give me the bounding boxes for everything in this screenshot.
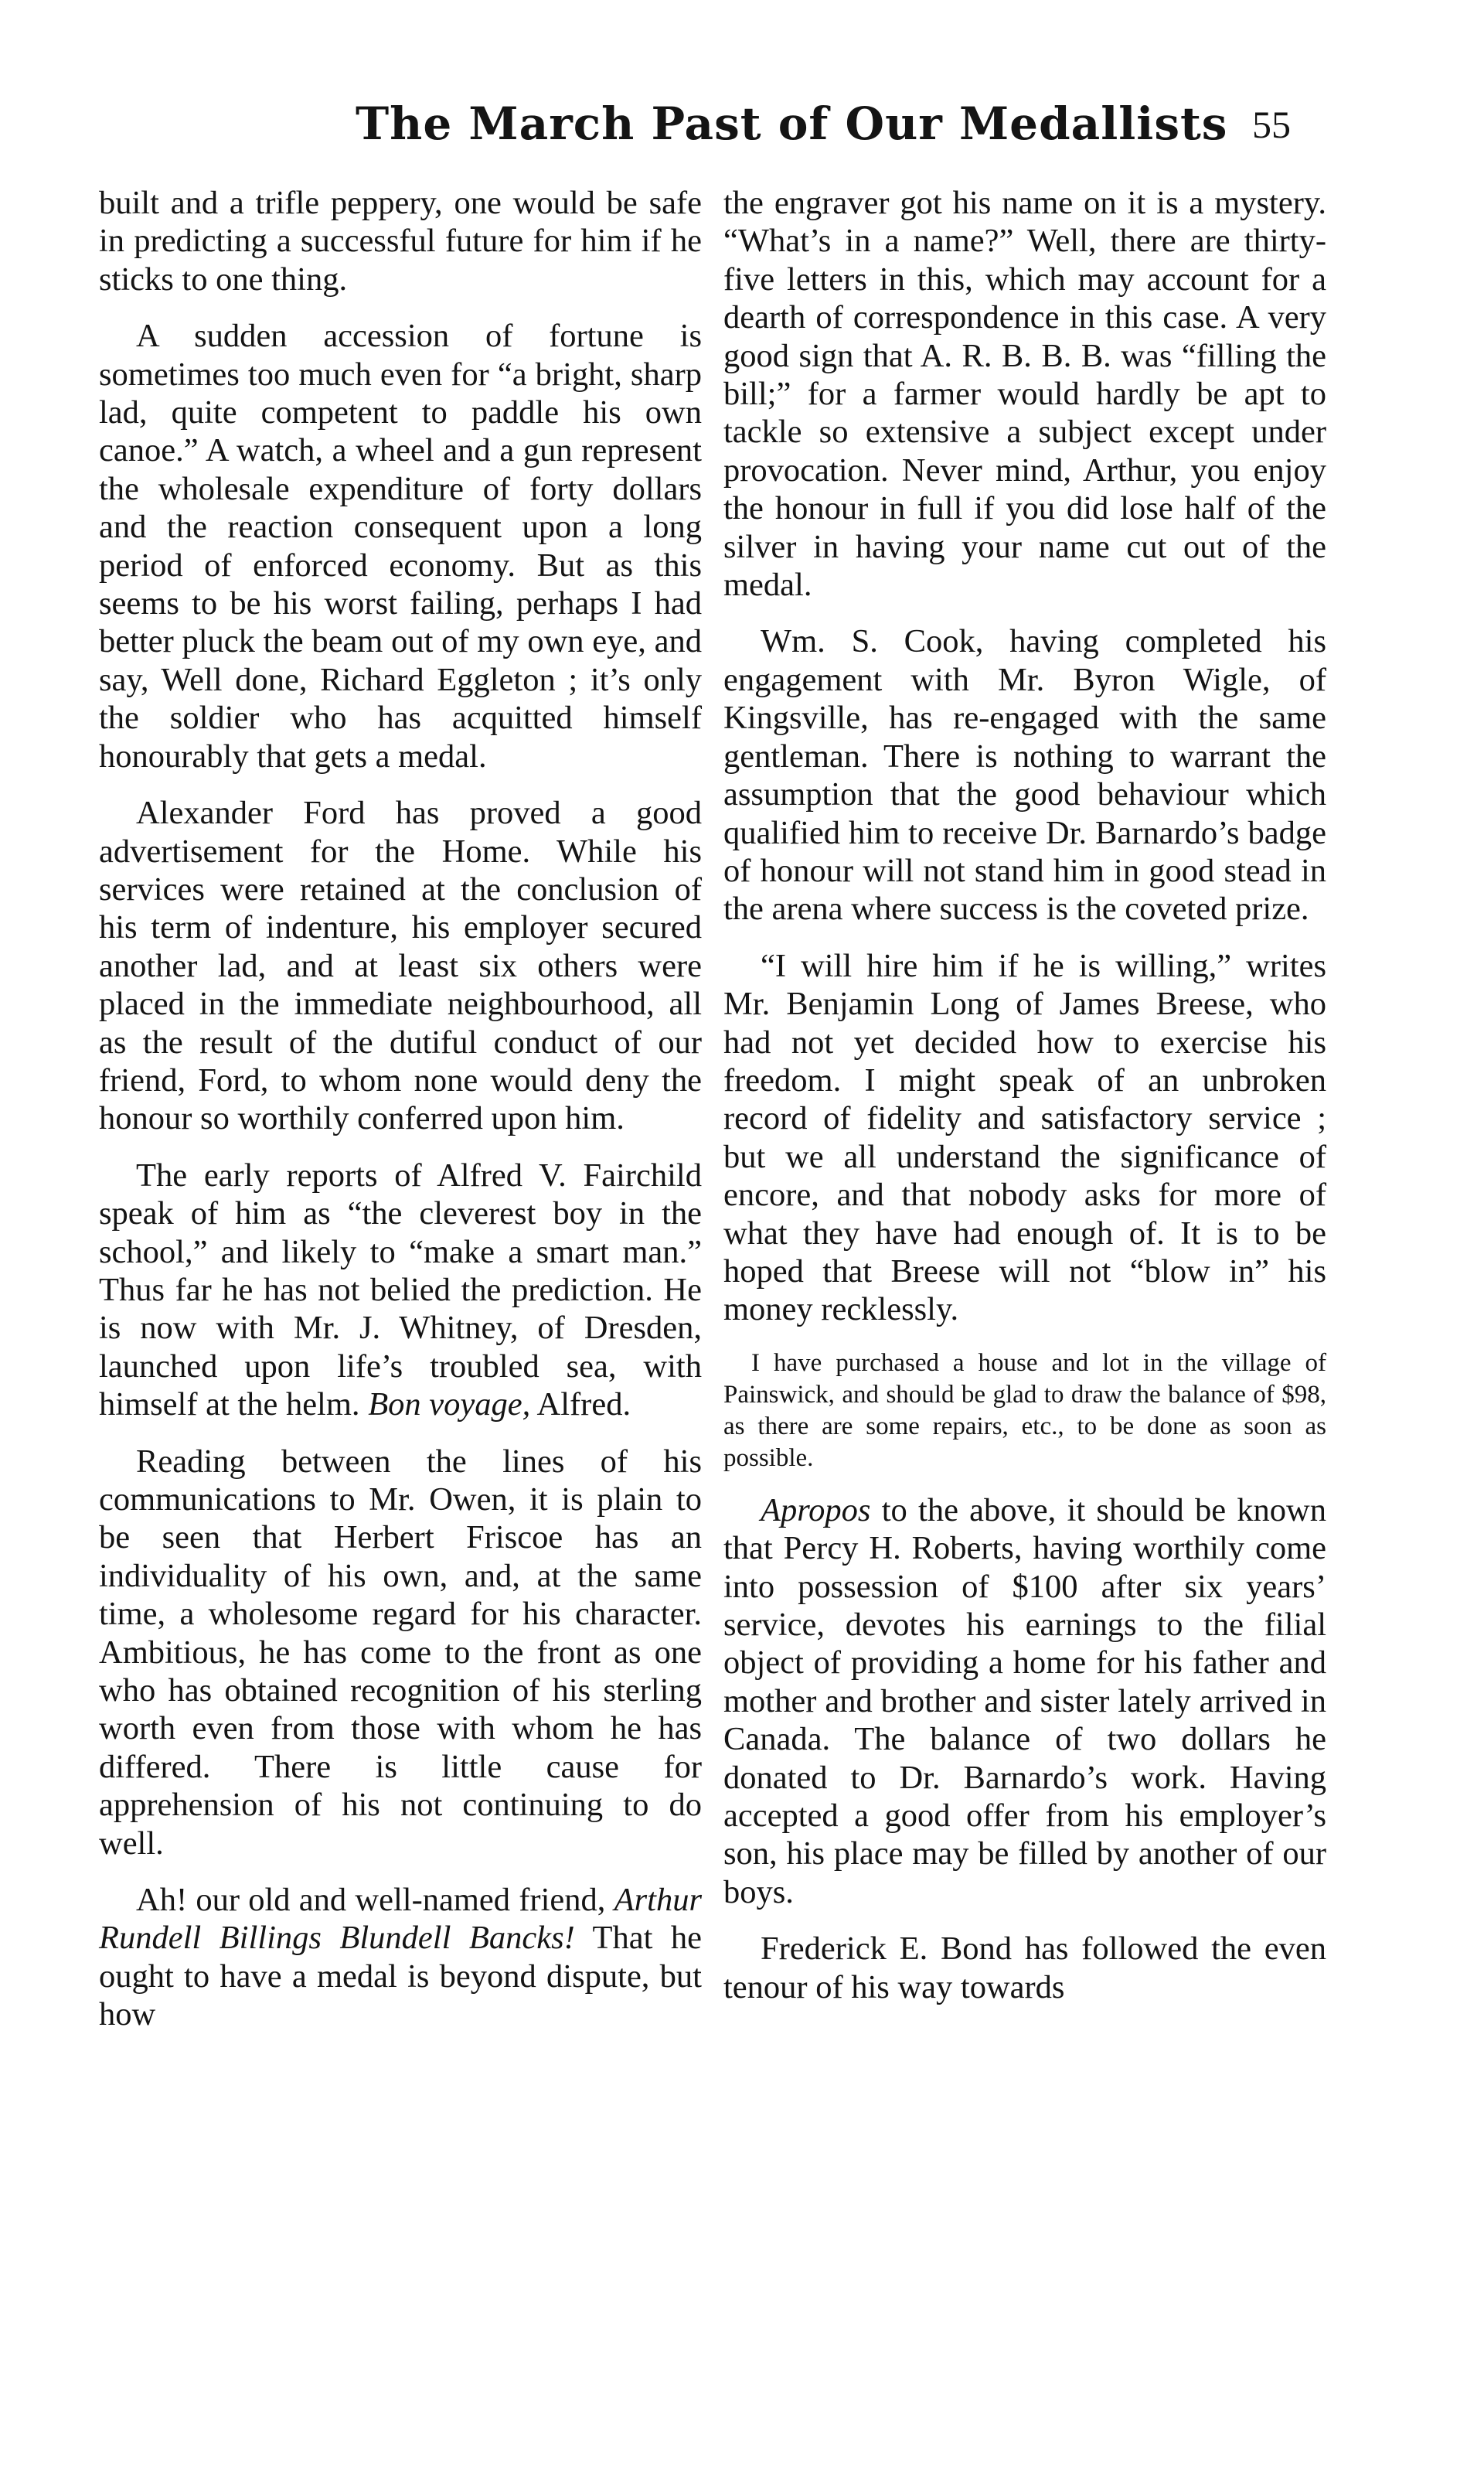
paragraph-fairchild (99, 1157, 702, 1424)
left-column (99, 184, 702, 2053)
paragraph-bond: Frederick E. Bond has followed the even tenour of his way towards (723, 1930, 1326, 2005)
paragraph-eggleton: A sudden accession of fortune is sometimes too much even for “a bright, sharp lad, quite competent to paddle his own canoe.” A watch, a wheel and a gun represent the wholesale expenditure of forty dollars and the reaction consequent upon a long period of enforced economy. But as this seems to be his worst failing, perhaps I had better pluck the beam out of my own eye, and say, Well done, Richard Eggleton ; it’s only the soldier who has acquitted himself honourably that gets a medal. (99, 318, 702, 775)
paragraph-roberts (723, 1491, 1326, 1911)
paragraph-eggleton-continued: built and a trifle peppery, one would be safe in predicting a successful future for him if he sticks to one thing. (99, 185, 702, 298)
letter-quote: I have purchased a house and lot in the village of Painswick, and should be glad to draw the balance of $98, as there are some repairs, etc., to be done as soon as possible. (723, 1348, 1326, 1472)
paragraph-bancks (99, 1881, 702, 2034)
paragraph-ford: Alexander Ford has proved a good advertisement for the Home. While his services were retained at the conclusion of his term of indenture, his employer secured another lad, and at least six others were placed in the immediate neighbourhood, all as the result of the dutiful conduct of our friend, Ford, to whom none would deny the honour so worthily conferred upon him. (99, 795, 702, 1137)
paragraph-fairchild-text: The early reports of Alfred V. Fairchild speak of him as “the cleverest boy in the school,” and likely to “make a smart man.” Thus far he has not belied the prediction. He is now with Mr. J. Whitney, of Dresden, launched upon life’s troubled sea, with himself at the helm. (99, 1157, 702, 1423)
paragraph-fairchild-end: Alfred. (536, 1386, 631, 1423)
paragraph-bancks-intro: Ah! our old and well-named friend, (136, 1882, 606, 1919)
right-column (723, 184, 1326, 2025)
running-head (93, 91, 1329, 161)
paragraph-cook: Wm. S. Cook, having completed his engagement with Mr. Byron Wigle, of Kingsville, has re-engaged with the same gentleman. There is nothing to warrant the assumption that the good behaviour which qualified him to receive Dr. Barnardo’s badge of honour will not stand him in good stead in the arena where success is the coveted prize. (723, 623, 1326, 928)
bon-voyage-italic: Bon voyage, (368, 1386, 531, 1423)
paragraph-roberts-text: to the above, it should be known that Percy H. Roberts, having worthily come into possession of $100 after six years’ service, devotes his earnings to the filial object of providing a home for his father and mother and brother and sister lately arrived in Canada. The balance of two dollars he donated to Dr. Barnardo’s work. Having accepted a good offer from his employer’s son, his place may be filled by another of our boys. (723, 1491, 1327, 1910)
bancks-name-italic: Arthur Rundell Billings Blundell Bancks! (99, 1882, 702, 1957)
page-number: 55 (1252, 103, 1291, 146)
paragraph-bancks-continued: the engraver got his name on it is a mystery. “What’s in a name?” Well, there are thirty-five letters in this, which may account for a dearth of correspondence in this case. A very good sign that A. R. B. B. B. was “filling the bill;” for a farmer would hardly be apt to tackle so extensive a subject except under provocation. Never mind, Arthur, you enjoy the honour in full if you did lose half of the silver in having your name cut out of the medal. (723, 185, 1326, 604)
paragraph-bancks-text: That he ought to have a medal is beyond dispute, but how (99, 1920, 703, 2033)
running-title: The March Past of Our Medallists (356, 97, 1228, 150)
paragraph-friscoe: Reading between the lines of his communications to Mr. Owen, it is plain to be seen that Herbert Friscoe has an individuality of his own, and, at the same time, a wholesome regard for his character. Ambitious, he has come to the front as one who has obtained recognition of his sterling worth even from those with whom he has differed. There is little cause for apprehension of his not continuing to do well. (99, 1443, 702, 1862)
paragraph-breese: “I will hire him if he is willing,” writes Mr. Benjamin Long of James Breese, who had not yet decided how to exercise his freedom. I might speak of an unbroken record of fidelity and satisfactory service ; but we all understand the significance of encore, and that nobody asks for more of what they have had enough of. It is to be hoped that Breese will not “blow in” his money recklessly. (723, 947, 1326, 1328)
apropos-italic: Apropos (761, 1491, 871, 1528)
